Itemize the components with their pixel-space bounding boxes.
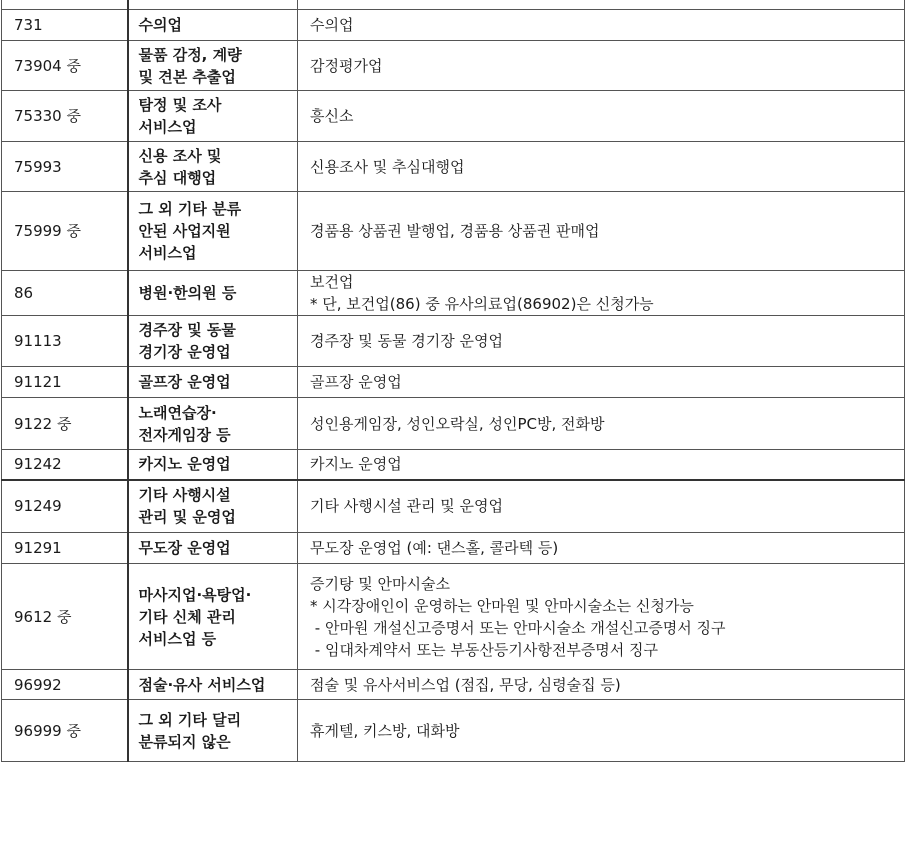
industry-code-cell: 75999 중 (2, 192, 128, 271)
restricted-business-line: 성인용게임장, 성인오락실, 성인PC방, 전화방 (310, 414, 605, 433)
industry-name-line: 노래연습장· (138, 403, 217, 422)
industry-name-cell (128, 316, 298, 367)
restricted-business-line: 점술 및 유사서비스업 (점집, 무당, 심령술집 등) (310, 675, 621, 694)
restricted-business-cell (298, 91, 905, 142)
industry-name-cell (128, 192, 298, 271)
restricted-business-line: - 임대차계약서 또는 부동산등기사항전부증명서 징구 (310, 640, 659, 659)
restricted-business-cell (298, 700, 905, 762)
industry-name-line: 점술·유사 서비스업 (138, 675, 266, 694)
restricted-business-cell (298, 670, 905, 700)
table-row (2, 271, 905, 316)
restricted-business-cell (298, 398, 905, 450)
industry-code-cell (2, 0, 128, 10)
restricted-business-cell (298, 316, 905, 367)
industry-name-line: 서비스업 (138, 244, 197, 262)
industry-code-cell: 75330 중 (2, 91, 128, 142)
table-row (2, 10, 905, 41)
table-row (2, 533, 905, 564)
industry-name-line: 서비스업 (138, 118, 197, 136)
table-row (2, 41, 905, 91)
industry-name-cell (128, 10, 298, 41)
industry-name-line: 경주장 및 동물 (138, 321, 236, 339)
industry-name-line: 무도장 운영업 (138, 539, 231, 557)
restricted-business-line: 기타 사행시설 관리 및 운영업 (310, 497, 503, 516)
industry-code-cell: 9122 중 (2, 398, 128, 450)
industry-name-line: 골프장 운영업 (138, 373, 231, 391)
restricted-business-line: * 시각장애인이 운영하는 안마원 및 안마시술소는 신청가능 (310, 596, 694, 615)
industry-name-cell (128, 367, 298, 398)
restricted-business-cell (298, 271, 905, 316)
industry-name-cell (128, 142, 298, 192)
restricted-business-line: * 단, 보건업(86) 중 유사의료업(86902)은 신청가능 (310, 295, 654, 313)
industry-name-line: 수의업 (138, 16, 182, 34)
industry-name-cell (128, 670, 298, 700)
industry-code-cell: 96992 (2, 670, 128, 700)
industry-name-cell (128, 533, 298, 564)
industry-name-line: 병원·한의원 등 (138, 284, 237, 302)
industry-name-line: 기타 신체 관리 (138, 607, 236, 626)
industry-code-cell: 91121 (2, 367, 128, 398)
industry-code-cell: 96999 중 (2, 700, 128, 762)
industry-code-cell: 91249 (2, 480, 128, 533)
industry-name-cell (128, 480, 298, 533)
table-row (2, 398, 905, 450)
table-row (2, 0, 905, 10)
industry-name-line: 관리 및 운영업 (138, 508, 236, 527)
industry-name-line: 그 외 기타 분류 (138, 200, 242, 218)
restricted-business-line: 수의업 (310, 16, 354, 34)
industry-name-line: 신용 조사 및 (138, 146, 222, 165)
industry-name-cell (128, 91, 298, 142)
industry-name-line: 추심 대행업 (138, 168, 217, 187)
restricted-business-cell (298, 0, 905, 10)
industry-code-cell: 75993 (2, 142, 128, 192)
restricted-business-line: 골프장 운영업 (310, 373, 402, 391)
industry-name-cell (128, 41, 298, 91)
industry-name-line: 경기장 운영업 (138, 343, 231, 361)
restricted-business-cell (298, 41, 905, 91)
table-row (2, 316, 905, 367)
table-row (2, 670, 905, 700)
restricted-business-cell (298, 192, 905, 271)
restricted-business-line: 휴게텔, 키스방, 대화방 (310, 721, 460, 740)
restricted-business-cell (298, 10, 905, 41)
industry-name-line: 카지노 운영업 (138, 455, 231, 474)
table-row (2, 192, 905, 271)
restricted-business-line: 경주장 및 동물 경기장 운영업 (310, 332, 503, 350)
excluded-industries-table (1, 0, 905, 762)
restricted-business-cell (298, 564, 905, 670)
industry-name-cell (128, 564, 298, 670)
table-row (2, 700, 905, 762)
table-row (2, 450, 905, 480)
industry-name-line: 물품 감정, 계량 (138, 45, 242, 64)
table-row (2, 91, 905, 142)
industry-name-cell (128, 700, 298, 762)
industry-name-line: 마사지업·욕탕업· (138, 585, 252, 604)
industry-name-line: 및 견본 추출업 (138, 67, 236, 86)
industry-name-cell (128, 271, 298, 316)
restricted-business-line: 경품용 상품권 발행업, 경품용 상품권 판매업 (310, 222, 600, 240)
restricted-business-line: 감정평가업 (310, 56, 383, 75)
industry-name-cell (128, 0, 298, 10)
restricted-business-line: 무도장 운영업 (예: 댄스홀, 콜라텍 등) (310, 539, 559, 557)
industry-code-cell: 9612 중 (2, 564, 128, 670)
restricted-business-line: 카지노 운영업 (310, 455, 402, 474)
industry-name-line: 서비스업 등 (138, 629, 217, 648)
industry-code-cell: 731 (2, 10, 128, 41)
table-row (2, 142, 905, 192)
restricted-business-cell (298, 533, 905, 564)
restricted-business-line: 증기탕 및 안마시술소 (310, 574, 450, 593)
industry-name-line: 기타 사행시설 (138, 486, 231, 505)
restricted-business-line: 흥신소 (310, 107, 354, 125)
industry-code-cell: 91242 (2, 450, 128, 480)
table-row (2, 367, 905, 398)
industry-name-cell (128, 450, 298, 480)
industry-code-cell: 91113 (2, 316, 128, 367)
industry-name-cell (128, 398, 298, 450)
industry-name-line: 분류되지 않은 (138, 732, 231, 751)
restricted-business-line: - 안마원 개설신고증명서 또는 안마시술소 개설신고증명서 징구 (310, 618, 726, 637)
industry-name-line: 전자게임장 등 (138, 425, 231, 444)
industry-code-cell: 73904 중 (2, 41, 128, 91)
restricted-business-line: 보건업 (310, 273, 354, 291)
restricted-business-cell (298, 367, 905, 398)
restricted-business-line: 신용조사 및 추심대행업 (310, 157, 465, 176)
table-row (2, 480, 905, 533)
industry-name-line: 탐정 및 조사 (138, 96, 222, 114)
restricted-business-cell (298, 480, 905, 533)
industry-name-line: 그 외 기타 달리 (138, 710, 242, 729)
restricted-business-cell (298, 142, 905, 192)
table-row (2, 564, 905, 670)
industry-name-line: 안된 사업지원 (138, 222, 231, 240)
industry-code-cell: 91291 (2, 533, 128, 564)
restricted-business-cell (298, 450, 905, 480)
industry-code-cell: 86 (2, 271, 128, 316)
